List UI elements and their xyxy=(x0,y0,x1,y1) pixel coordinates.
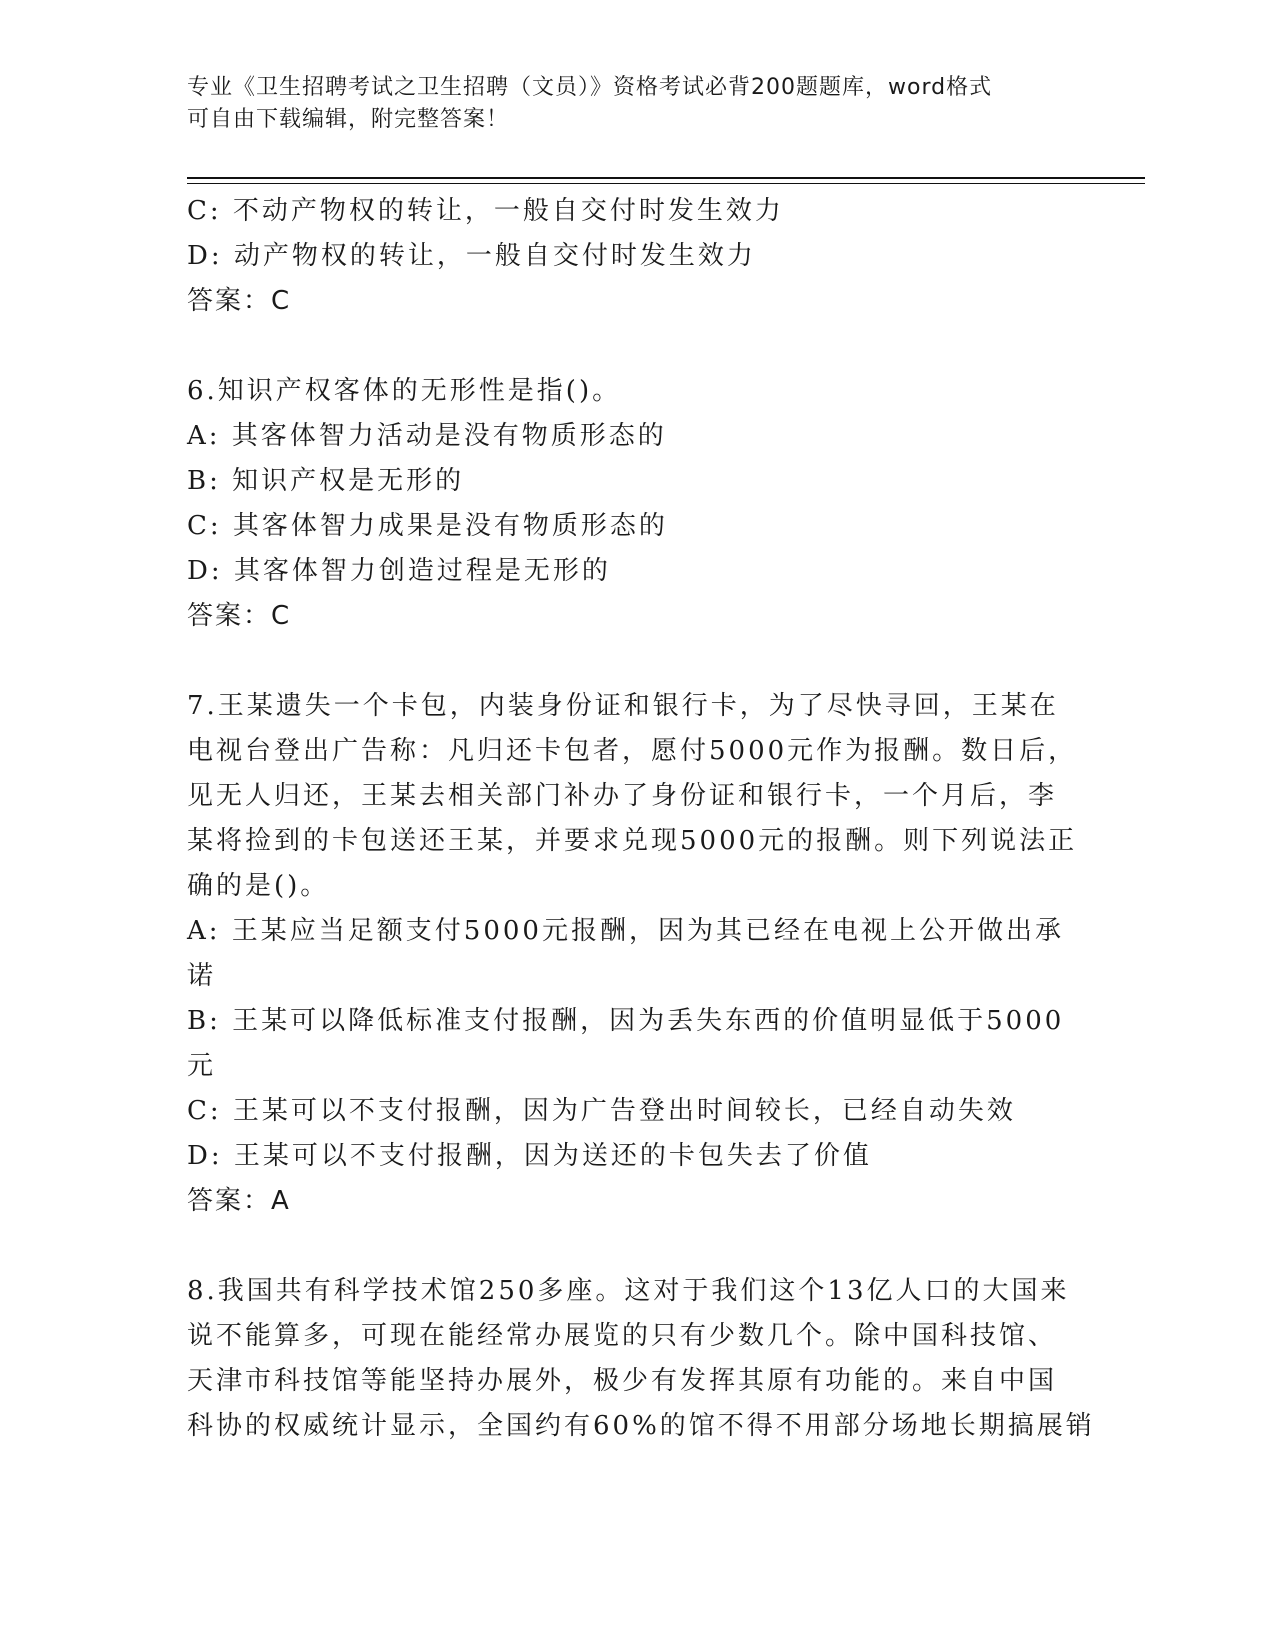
q7-answer: 答案：A xyxy=(187,1186,291,1216)
q7-option-d: D: 王某可以不支付报酬，因为送还的卡包失去了价值 xyxy=(187,1141,872,1171)
document-header xyxy=(187,72,1087,136)
q7-stem-line: 见无人归还，王某去相关部门补办了身份证和银行卡，一个月后，李 xyxy=(187,781,1058,811)
q7-option-c: C: 王某可以不支付报酬，因为广告登出时间较长，已经自动失效 xyxy=(187,1096,1016,1126)
header-divider xyxy=(187,177,1145,184)
header-title-line-2: 可自由下载编辑，附完整答案！ xyxy=(187,107,510,132)
q6-option-c: C: 其客体智力成果是没有物质形态的 xyxy=(187,511,668,541)
q5-answer: 答案：C xyxy=(187,286,292,316)
header-title-line-1: 专业《卫生招聘考试之卫生招聘（文员）》资格考试必背200题题库，word格式 xyxy=(187,75,993,100)
q8-stem-line: 8.我国共有科学技术馆250多座。这对于我们这个13亿人口的大国来 xyxy=(187,1276,1070,1306)
q6-stem: 6.知识产权客体的无形性是指()。 xyxy=(187,376,622,406)
q7-stem-line: 7.王某遗失一个卡包，内装身份证和银行卡，为了尽快寻回，王某在 xyxy=(187,691,1059,721)
q7-stem-line: 某将捡到的卡包送还王某，并要求兑现5000元的报酬。则下列说法正 xyxy=(187,826,1078,856)
q6-option-b: B: 知识产权是无形的 xyxy=(187,466,465,496)
q6-option-a: A: 其客体智力活动是没有物质形态的 xyxy=(187,421,667,451)
q8-stem-line: 说不能算多，可现在能经常办展览的只有少数几个。除中国科技馆、 xyxy=(187,1321,1058,1351)
question-content xyxy=(187,189,1095,1449)
q6-option-d: D: 其客体智力创造过程是无形的 xyxy=(187,556,611,586)
q7-option-a-line: 诺 xyxy=(187,961,217,991)
q7-option-b-line: 元 xyxy=(187,1051,217,1081)
q5-option-d: D: 动产物权的转让，一般自交付时发生效力 xyxy=(187,241,756,271)
q8-stem-line: 天津市科技馆等能坚持办展外，极少有发挥其原有功能的。来自中国 xyxy=(187,1366,1058,1396)
q7-stem-line: 确的是()。 xyxy=(187,871,330,901)
q8-stem-line: 科协的权威统计显示，全国约有60%的馆不得不用部分场地长期搞展销 xyxy=(187,1411,1095,1441)
q7-option-b-line: B: 王某可以降低标准支付报酬，因为丢失东西的价值明显低于5000 xyxy=(187,1006,1065,1036)
spacer xyxy=(187,324,1087,369)
spacer xyxy=(187,639,1087,684)
q7-stem-line: 电视台登出广告称：凡归还卡包者，愿付5000元作为报酬。数日后， xyxy=(187,736,1078,766)
q7-option-a-line: A: 王某应当足额支付5000元报酬，因为其已经在电视上公开做出承 xyxy=(187,916,1064,946)
spacer xyxy=(187,1224,1087,1269)
q6-answer: 答案：C xyxy=(187,601,292,631)
q5-option-c: C: 不动产物权的转让，一般自交付时发生效力 xyxy=(187,196,784,226)
